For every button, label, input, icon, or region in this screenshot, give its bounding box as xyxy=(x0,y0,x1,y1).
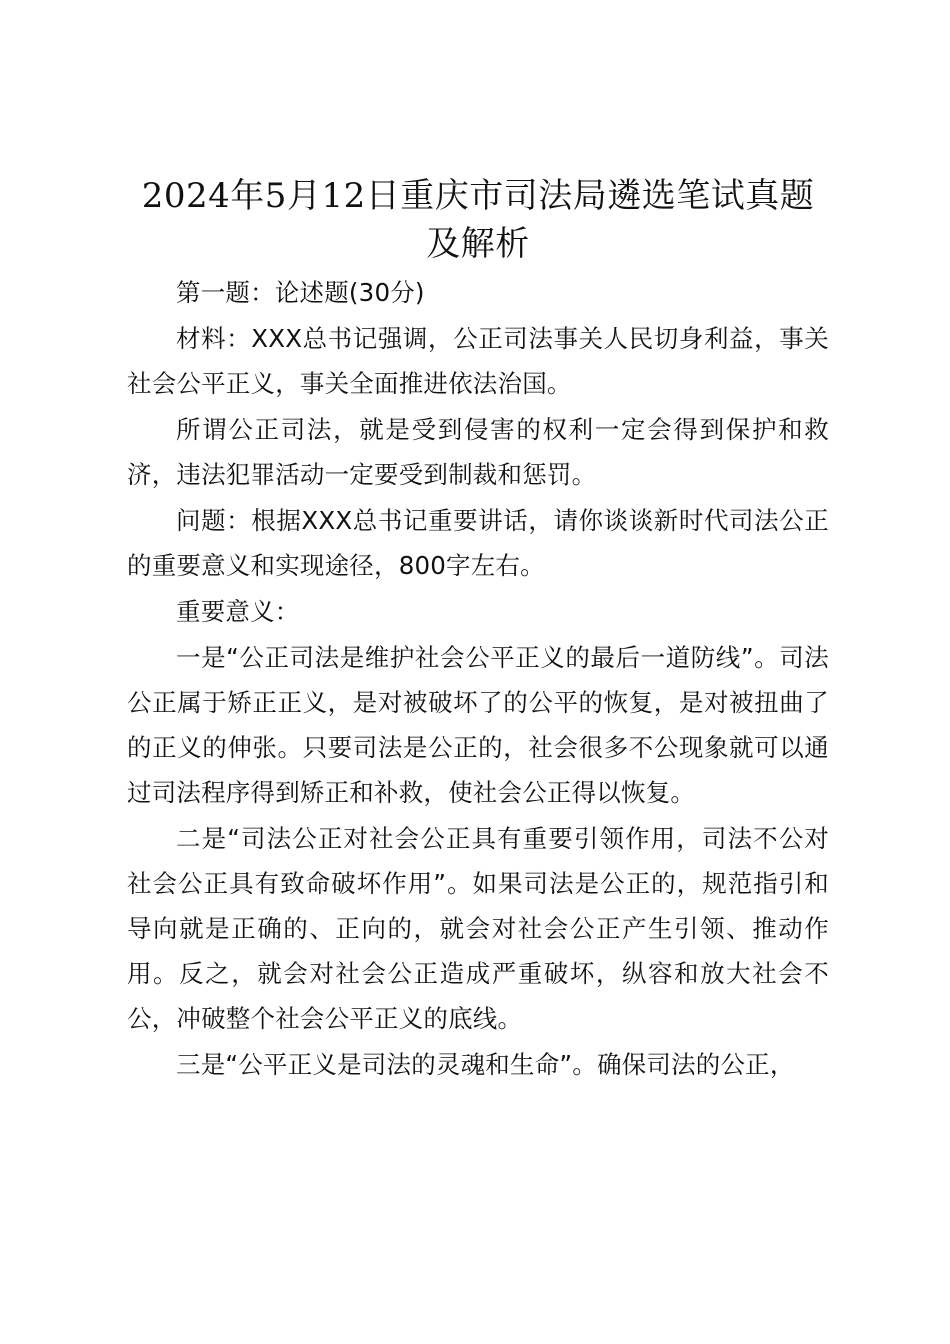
significance-point-2: 二是“司法公正对社会公正具有重要引领作用，司法不公对社会公正具有致命破坏作用”。如果司法是公正的，规范指引和导向就是正确的、正向的，就会对社会公正产生引领、推动作用。反之，就会对社会公正造成严重破坏，纵容和放大社会不公，冲破整个社会公平正义的底线。 xyxy=(127,824,829,1033)
document-title: 2024年5月12日重庆市司法局遴选笔试真题及解析 xyxy=(141,176,815,264)
material-paragraph-2: 所谓公正司法，就是受到侵害的权利一定会得到保护和救济，违法犯罪活动一定要受到制裁和惩罚。 xyxy=(127,415,829,489)
question-paragraph: 问题：根据XXX总书记重要讲话，请你谈谈新时代司法公正的重要意义和实现途径，800字左右。 xyxy=(127,506,829,580)
material-paragraph-1: 材料：XXX总书记强调，公正司法事关人民切身利益，事关社会公平正义，事关全面推进依法治国。 xyxy=(127,324,829,398)
significance-point-3: 三是“公平正义是司法的灵魂和生命”。确保司法的公正， xyxy=(176,1050,795,1079)
section-heading-question-1: 第一题：论述题(30分) xyxy=(176,278,425,307)
document-body xyxy=(127,172,829,1088)
section-heading-significance: 重要意义： xyxy=(176,597,300,626)
significance-point-1: 一是“公正司法是维护社会公平正义的最后一道防线”。司法公正属于矫正正义，是对被破坏了的公平的恢复，是对被扭曲了的正义的伸张。只要司法是公正的，社会很多不公现象就可以通过司法程序得到矫正和补救，使社会公正得以恢复。 xyxy=(127,643,829,807)
